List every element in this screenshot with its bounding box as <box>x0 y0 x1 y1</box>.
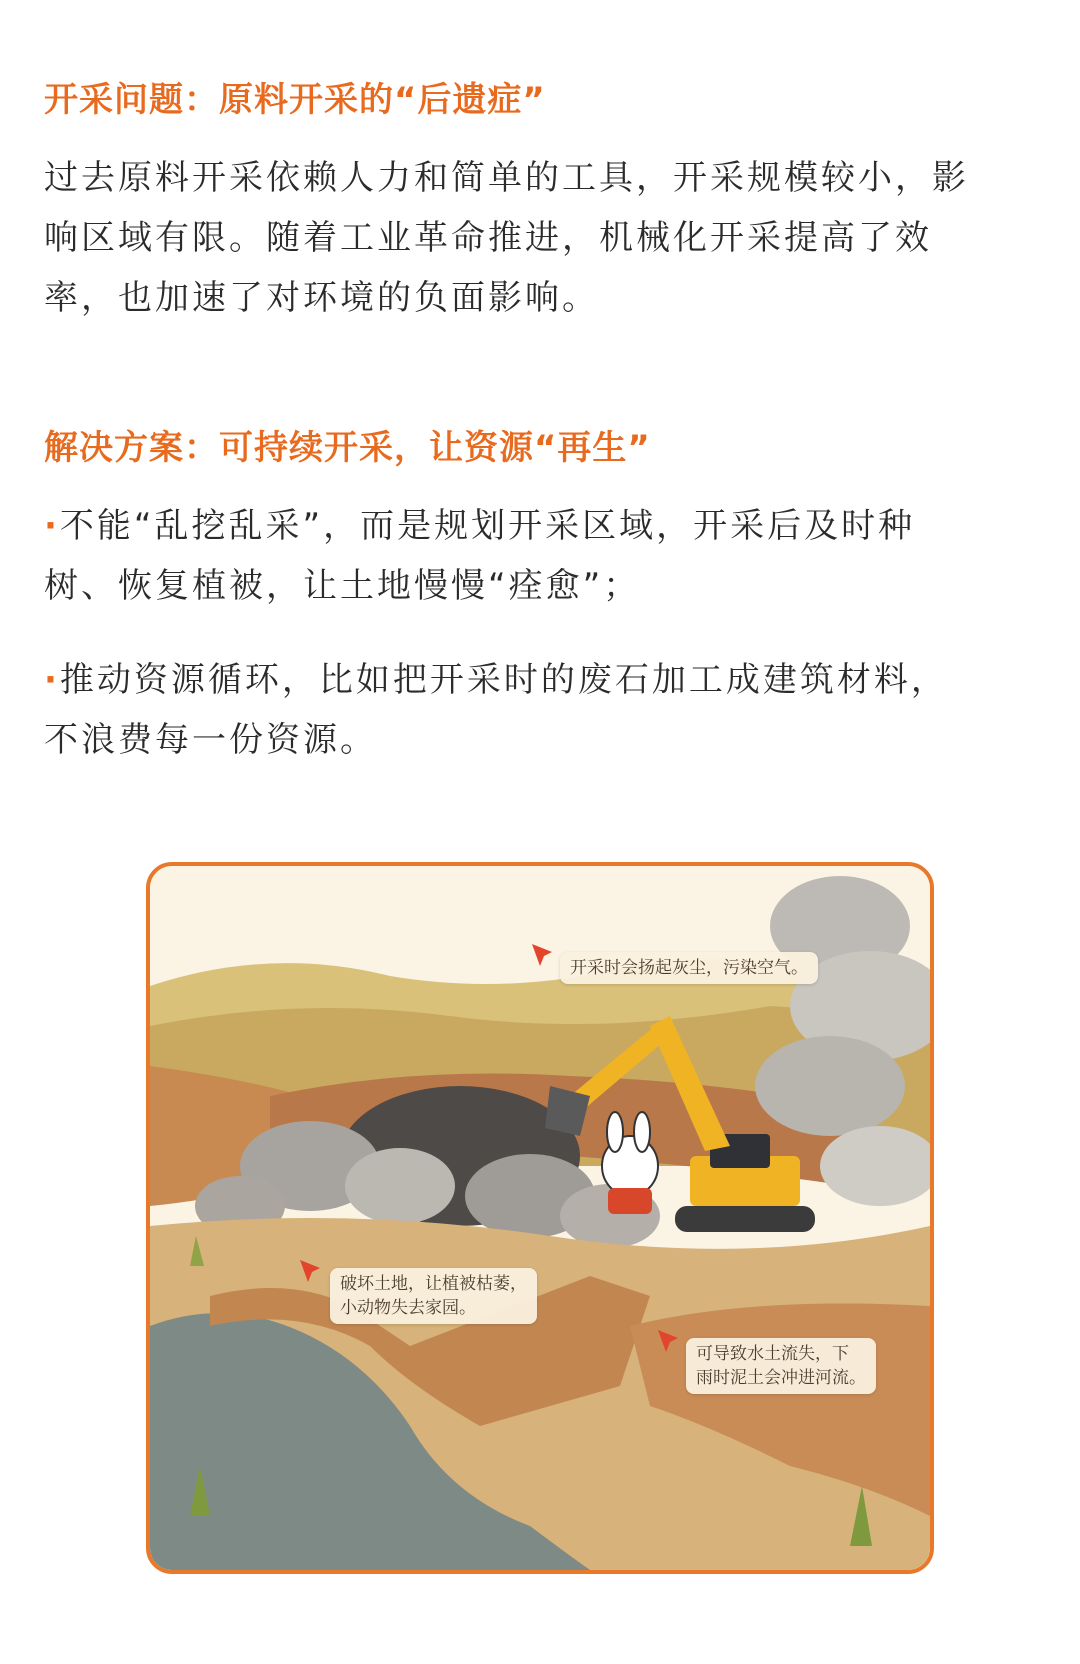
callout-land <box>330 1268 537 1324</box>
callout-line: 可导致水土流失，下 <box>696 1344 849 1364</box>
bullet-marker: · <box>44 660 60 700</box>
callout-dust: 开采时会扬起灰尘，污染空气。 <box>560 952 818 984</box>
bullet-line: 推动资源循环，比如把开采时的废石加工成建筑材料， <box>59 660 948 700</box>
paragraph-line: 率，也加速了对环境的负面影响。 <box>44 278 599 318</box>
bullet-line: 不浪费每一份资源。 <box>44 720 377 760</box>
problem-paragraph <box>44 148 1036 328</box>
section-heading-problem: 开采问题：原料开采的“后遗症” <box>44 80 546 120</box>
paragraph-line: 过去原料开采依赖人力和简单的工具，开采规模较小，影 <box>44 158 969 198</box>
bullet-line: 不能“乱挖乱采”，而是规划开采区域，开采后及时种 <box>59 506 916 546</box>
bullet-line: 树、恢复植被，让土地慢慢“痊愈”； <box>44 566 641 606</box>
dust-cloud <box>755 1036 905 1136</box>
section-heading-solution: 解决方案：可持续开采，让资源“再生” <box>44 428 651 468</box>
pin-icon <box>654 1326 684 1356</box>
callout-line: 雨时泥土会冲进河流。 <box>696 1368 866 1388</box>
callout-water <box>686 1338 876 1394</box>
pin-icon <box>528 940 558 970</box>
callout-line: 破坏土地，让植被枯萎， <box>340 1274 527 1294</box>
bullet-item-replant <box>44 496 1036 616</box>
bullet-marker: · <box>44 506 60 546</box>
callout-line: 小动物失去家园。 <box>340 1298 476 1318</box>
rock <box>345 1148 455 1224</box>
pin-icon <box>296 1256 326 1286</box>
paragraph-line: 响区域有限。随着工业革命推进，机械化开采提高了效 <box>44 218 932 258</box>
bullet-item-recycle <box>44 650 1036 770</box>
mining-illustration <box>146 862 934 1574</box>
